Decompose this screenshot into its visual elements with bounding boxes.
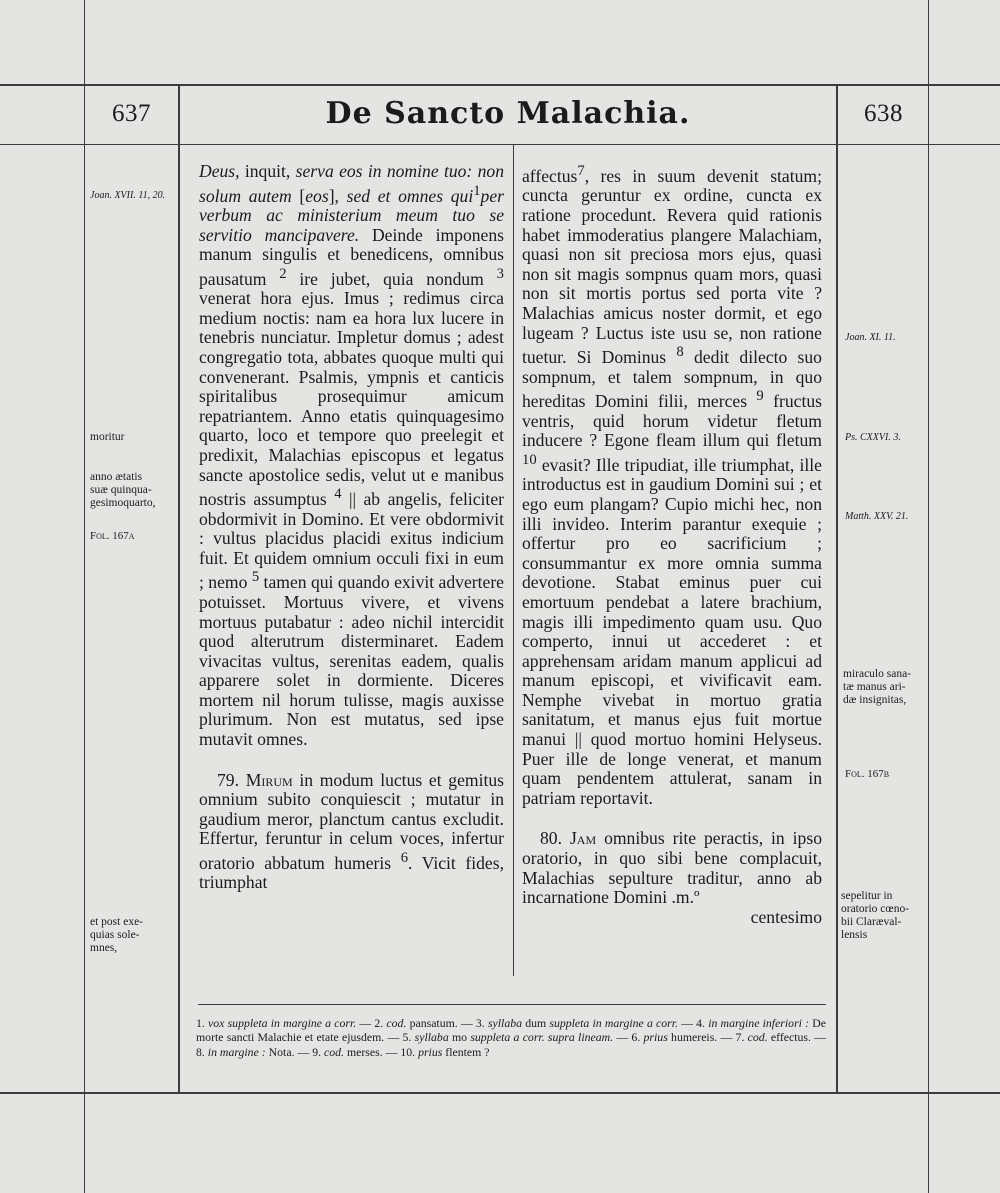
text: mo <box>448 1030 471 1045</box>
text-italic: cod. <box>386 1016 407 1030</box>
text-italic: cod. <box>747 1030 768 1045</box>
note-line: sepelitur in <box>841 890 893 902</box>
left-marginal-note-anno <box>90 471 176 510</box>
footnote-mark: 8 <box>676 344 684 361</box>
page-number-left: 637 <box>112 100 151 127</box>
footnote-mark: 1 <box>473 182 481 199</box>
left-marginal-reference: Joan. XVII. 11, 20. <box>90 190 166 201</box>
right-marginal-reference-joan: Joan. XI. 11. <box>845 332 896 343</box>
top-frame-rule <box>0 84 1000 86</box>
text: in modum luctus et gemitus omnium subito conquiescit ; mutatur in gaudium meror, planctum cantus excludit. Effertur, feruntur in celum voces, infertur oratorio abbatum humeris <box>199 769 505 873</box>
text: ], <box>328 185 347 206</box>
right-marginal-reference-matth: Matth. XXV. 21. <box>845 511 909 522</box>
paragraph-number: 80. <box>540 828 570 849</box>
left-marginal-note-moritur: moritur <box>90 431 125 443</box>
footnote-mark: 7 <box>577 163 585 179</box>
page-number-right: 638 <box>864 100 903 127</box>
footnote-mark: 10 <box>522 451 537 468</box>
note-line: tæ manus ari- <box>843 681 906 693</box>
text: pansatum. — 3. <box>406 1016 488 1030</box>
text: venerat hora ejus. Imus ; redimus circa medium noctis: nam ea hora lux lucere in tenebris nunciatur. Impletur domus ; adest congregatio tota, abbates quoque multi qui convenerant. Psalmis, ympnis et canticis spiritalibus prosequimur amicum repatriantem. Anno etatis quinquagesimo quarto, loco et tempore quo preelegit et predixit, Malachias episcopus et legatus sancte apostolice sedis, velut ut e manibus nostris assumptus <box>199 288 504 510</box>
text: effectus. — 8. <box>196 1030 827 1059</box>
footnote-mark: 5 <box>251 569 260 586</box>
note-line: miraculo sana- <box>843 668 912 680</box>
footnote-mark: 6 <box>400 850 409 867</box>
text-column-left <box>199 162 504 893</box>
text-italic: syllaba <box>487 1016 523 1030</box>
text-italic: per verbum ac ministerium meum tuo se servitio mancipavere. <box>199 185 504 245</box>
right-marginal-note-miraculo <box>843 668 925 707</box>
note-line: mnes, <box>90 942 118 954</box>
note-line: et post exe- <box>90 916 144 928</box>
bottom-frame-rule <box>0 1092 1000 1094</box>
paragraph-80 <box>522 829 822 907</box>
note-line: dæ insignitas, <box>843 694 907 706</box>
text-italic: suppleta a corr. supra lineam. <box>470 1030 614 1045</box>
text-italic: sed et omnes qui <box>346 185 474 206</box>
text: Nota. — 9. <box>265 1044 325 1059</box>
text-italic: prius <box>418 1044 443 1059</box>
frame-right-edge <box>928 0 929 1193</box>
left-marginal-note-exequias <box>90 916 176 955</box>
text-italic: syllaba <box>414 1030 449 1045</box>
text-italic: vox suppleta in margine a corr. <box>208 1016 357 1030</box>
text-column-right <box>522 162 822 927</box>
text: humereis. — 7. <box>667 1030 748 1045</box>
text: [ <box>291 185 306 206</box>
text-italic: in margine inferiori : <box>708 1016 810 1030</box>
paragraph-number: 79. <box>217 769 246 790</box>
text: dum <box>522 1016 550 1030</box>
running-title: De Sancto Malachia. <box>325 96 691 131</box>
text-italic: prius <box>643 1030 668 1045</box>
note-line: bii Claræval- <box>841 916 902 928</box>
text: inquit, <box>239 161 296 181</box>
note-line: quias sole- <box>90 929 140 941</box>
text: fructus ventris, quid horum videtur fletum inducere ? Egone fleam illum qui fletum <box>522 391 822 451</box>
text: De morte sancti Malachie et etate ejusdem. — 5. <box>196 1016 826 1045</box>
text: affectus <box>522 165 578 186</box>
text-italic: Deus, <box>199 161 240 181</box>
text: Deinde imponens manum singulis et benedicens, omnibus pausatum <box>199 224 504 289</box>
text-italic: cod. <box>324 1044 344 1059</box>
frame-left-inner <box>178 84 180 1094</box>
text-italic: serva eos in nomine tuo: non solum autem <box>199 161 504 206</box>
text-italic: suppleta in margine a corr. <box>549 1016 678 1030</box>
small-caps-opening: Jam <box>569 828 597 849</box>
paragraph-gap <box>522 808 822 829</box>
catchword: centesimo <box>750 906 822 927</box>
right-marginal-reference-ps: Ps. CXXVI. 3. <box>845 432 901 443</box>
footnote-mark: 3 <box>496 265 504 282</box>
text: — 2. <box>356 1016 387 1030</box>
paragraph-79 <box>199 771 504 893</box>
right-marginal-note-sepelitur <box>841 890 925 942</box>
text: || ab angelis, feliciter obdormivit in Domino. Et vere obdormivit : vultus placidus placidi exitus indicium fuit. Et quidem omnium occuli fixi in eum ; nemo <box>199 489 504 593</box>
text: ire jubet, quia nondum <box>286 268 497 289</box>
note-line: oratorio cœno- <box>841 903 910 915</box>
left-folio-mark: Fol. 167a <box>90 530 135 542</box>
text-italic: eos <box>305 185 329 206</box>
header-bottom-rule <box>0 144 1000 145</box>
text: omnibus rite peractis, in ipso oratorio, in quo sibi bene complacuit, Malachias sepulture traditur, anno ab incarnatione Domini .m.º <box>522 828 822 908</box>
text: tamen qui quando exivit advertere potuisset. Mortuus vivere, et vivens mortuus putabatur : adeo nichil intercidit quod alterutrum disterminaret. Eadem vivacitas vultus, serenitas eadem, qualis apparere solet in dormiente. Diceres mortem nil horum tulisse, magis auxisse plurimum. Non est mutatus, sed ipse mutavit omnes. <box>199 572 504 750</box>
note-line: gesimoquarto, <box>90 497 156 509</box>
text: evasit? Ille tripudiat, ille triumphat, ille introductus est in gaudium Domini sui ; et ego eum plangam? Cupio michi hec, non illi invideo. Interim parantur exequie ; offertur pro eo sacrificium ; consummantur ex more omnia summa devotione. Stabat eminus puer cui emortuum pendebat a latere brachium, magis illi impedimento quam usu. Quo comperto, innui ut accederet : et apprehensam aridam manum applicui ad manum episcopi, et vivificavit eam. Nemphe vivebat in mortuo gratia sanitatum, et manus ejus fuit mortue manui || quod mortuo homini Helyseus. Puer ille de longe venerat, et manum quam pendentem attulerat, sanam in patriam reportavit. <box>522 454 822 808</box>
text: dedit dilecto suo sompnum, et talem sompnum, in quo hereditas Domini filii, merces <box>522 347 822 412</box>
small-caps-opening: Mirum <box>245 769 293 790</box>
text: , res in suum devenit statum; cuncta geruntur ex ordine, cuncta ex ratione procedunt. Revera quid rationis habet immoderatius plangere Malachiam, quasi non sit preciosa mors ejus, quasi non sit magis sompnus quam mors, quasi non sit mortis portus sed porta vite ? Malachias amicus noster dormit, et ego lugeam ? Luctus iste usu se, non ratione tuetur. Si Dominus <box>522 165 822 368</box>
frame-left-edge <box>84 0 85 1193</box>
text: merses. — 10. <box>344 1044 419 1059</box>
right-folio-mark: Fol. 167b <box>845 768 890 780</box>
paragraph <box>199 162 504 750</box>
note-line: lensis <box>841 929 868 941</box>
text: flentem ? <box>442 1044 490 1059</box>
paragraph-gap <box>199 750 504 771</box>
note-line: suæ quinqua- <box>90 484 152 496</box>
note-line: anno ætatis <box>90 471 143 483</box>
paragraph <box>522 162 822 808</box>
footnote-mark: 4 <box>334 486 342 503</box>
footnote-mark: 9 <box>756 388 764 405</box>
footnote-mark: 2 <box>279 265 287 282</box>
column-divider <box>513 144 514 976</box>
text-italic: in margine : <box>207 1044 266 1059</box>
footnote-separator <box>198 1004 826 1005</box>
text: 1. <box>196 1016 209 1030</box>
text: . Vicit fides, triumphat <box>199 852 504 893</box>
text: — 4. <box>677 1016 709 1030</box>
footnotes <box>196 1016 826 1059</box>
frame-right-inner <box>836 84 838 1094</box>
text: — 6. <box>613 1030 644 1045</box>
